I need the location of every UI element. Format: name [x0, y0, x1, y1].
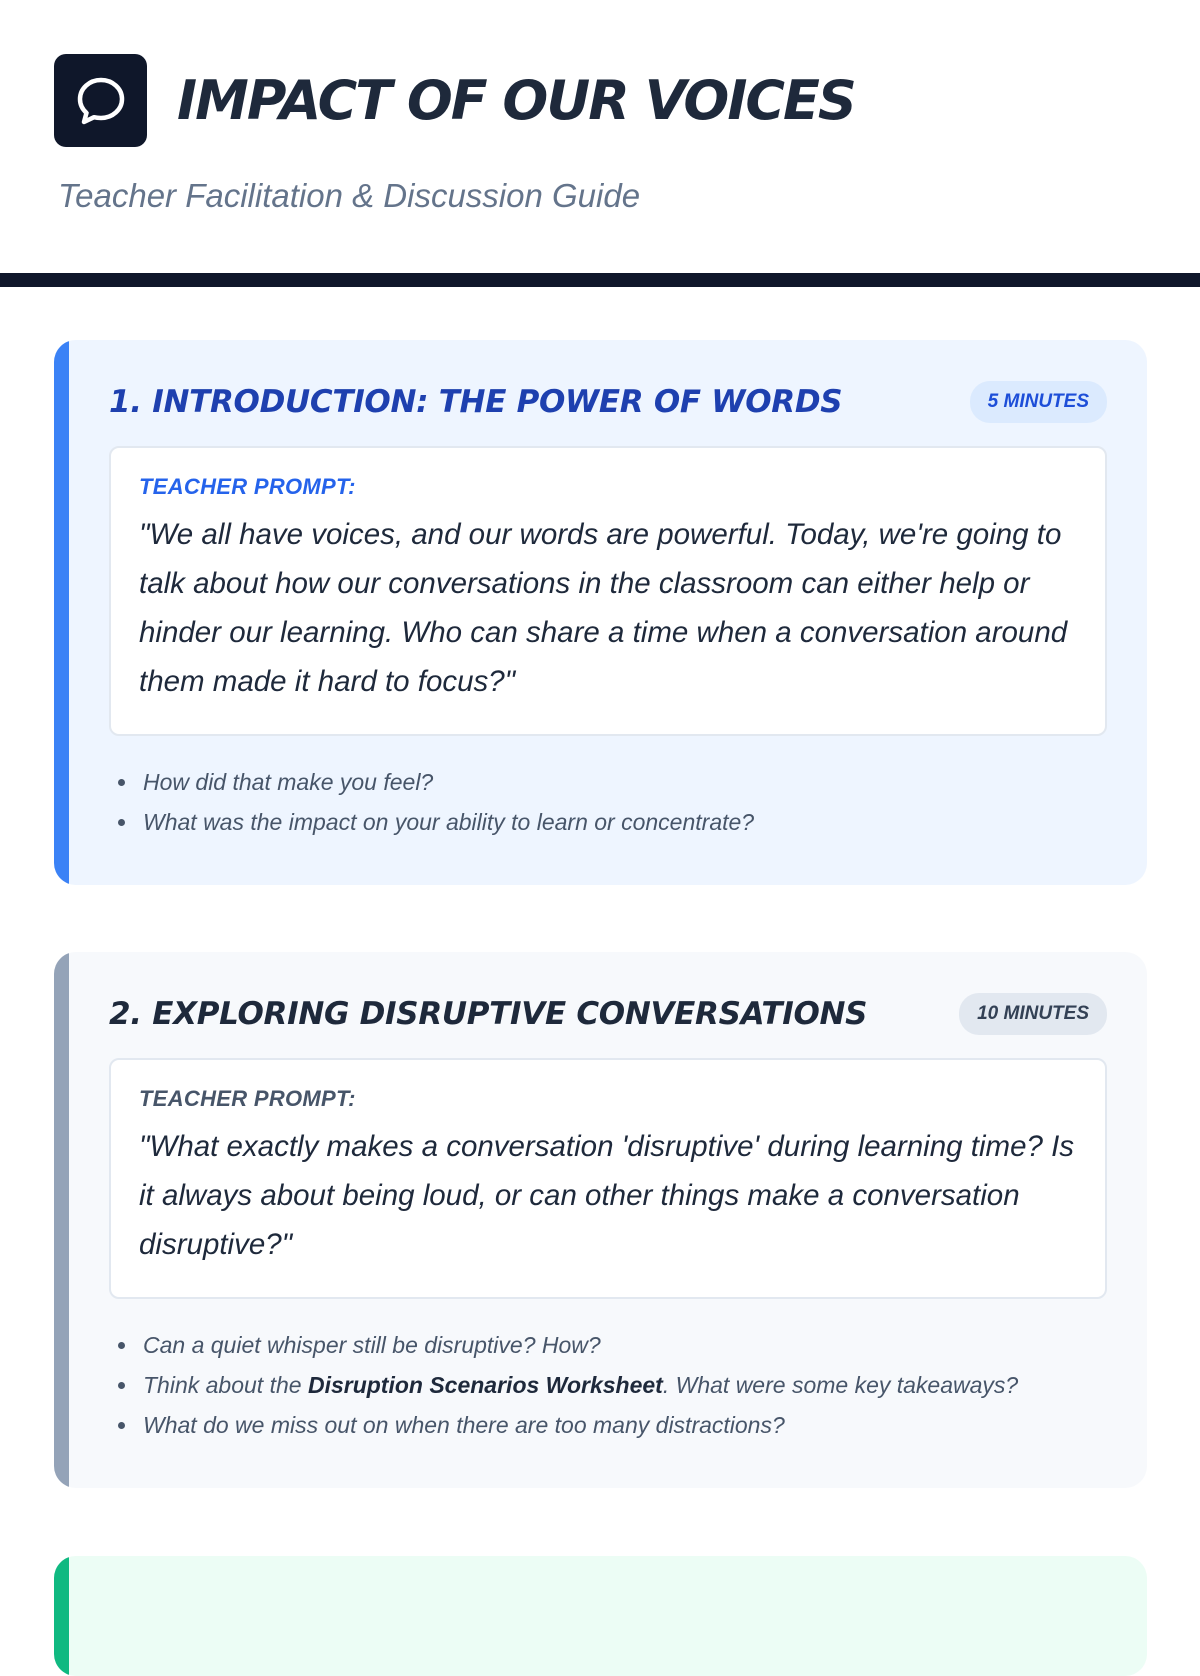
page-subtitle: Teacher Facilitation & Discussion Guide [58, 177, 641, 214]
discussion-questions [109, 1325, 1107, 1445]
page-header [0, 0, 1200, 221]
list-item: • What do we miss out on when there are too many distractions? [139, 1405, 1107, 1445]
duration-badge: 10 MINUTES [959, 993, 1107, 1035]
chat-bubble-icon [54, 54, 147, 147]
list-item [139, 1365, 1107, 1405]
list-item-text: . What were some key takeaways? [662, 1372, 1019, 1398]
title-row [54, 54, 1146, 147]
prompt-text: "We all have voices, and our words are powerful. Today, we're going to talk about how our conversations in the classroom can either help or hinder our learning. Who can share a time when a conversation around them made it hard to focus?" [139, 518, 1068, 698]
section-header [109, 990, 1107, 1038]
prompt-label: TEACHER PROMPT: [139, 474, 356, 499]
teacher-prompt-box [109, 1058, 1107, 1299]
prompt-label: TEACHER PROMPT: [139, 1086, 356, 1111]
discussion-questions [109, 762, 1107, 842]
list-item: • What was the impact on your ability to learn or concentrate? [139, 802, 1107, 842]
header-divider [0, 273, 1200, 287]
page-title: IMPACT OF OUR VOICES [177, 68, 855, 132]
prompt-text: "What exactly makes a conversation 'disruptive' during learning time? Is it always about being loud, or can other things make a conversation disruptive?" [139, 1130, 1075, 1261]
worksheet-title: Disruption Scenarios Worksheet [307, 1372, 663, 1398]
section-card-disruptive-conversations [54, 952, 1147, 1488]
section-card-next [54, 1556, 1147, 1676]
duration-badge: 5 MINUTES [970, 381, 1107, 423]
list-item: • Can a quiet whisper still be disruptive? How? [139, 1325, 1107, 1365]
section-title: 2. EXPLORING DISRUPTIVE CONVERSATIONS [109, 996, 868, 1032]
section-title: 1. INTRODUCTION: THE POWER OF WORDS [109, 384, 843, 420]
section-header [109, 378, 1107, 426]
list-item-text: Think about the [143, 1372, 308, 1398]
teacher-prompt-box [109, 446, 1107, 736]
section-card-introduction [54, 340, 1147, 885]
list-item: • How did that make you feel? [139, 762, 1107, 802]
